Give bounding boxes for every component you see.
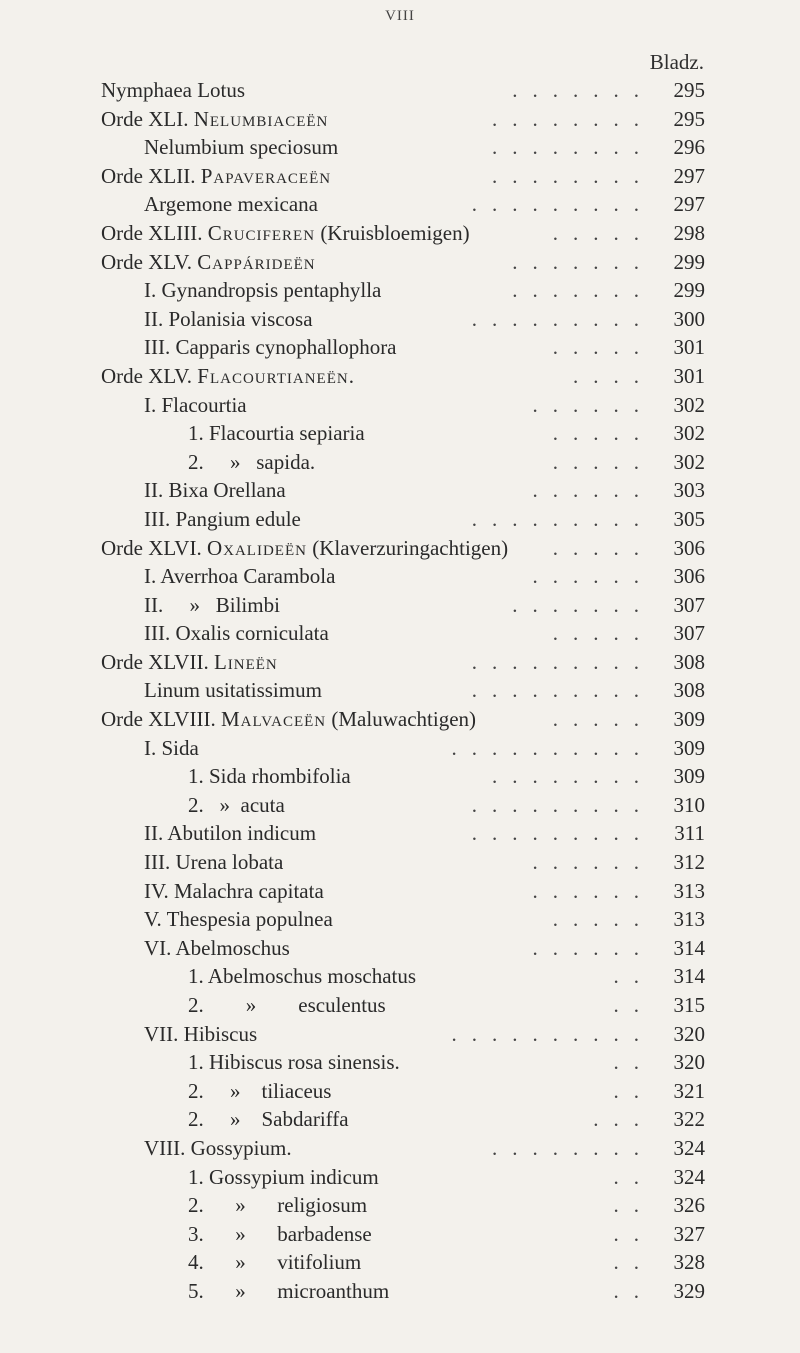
toc-entry bbox=[0, 362, 800, 391]
toc-entry bbox=[0, 962, 800, 991]
leader-dots: .. bbox=[613, 964, 654, 989]
entry-page-number: 297 bbox=[673, 192, 705, 217]
entry-label bbox=[144, 1020, 257, 1049]
entry-page-number: 328 bbox=[673, 1250, 705, 1275]
leader-dots: .. bbox=[613, 1250, 654, 1275]
leader-dots: ...... bbox=[532, 850, 654, 875]
entry-page-number: 295 bbox=[673, 106, 705, 131]
entry-page-number: 301 bbox=[673, 363, 705, 388]
entry-label bbox=[144, 133, 338, 162]
entry-page-number: 298 bbox=[673, 220, 705, 245]
entry-page-number: 295 bbox=[673, 78, 705, 102]
entry-page-number: 309 bbox=[673, 735, 705, 760]
entry-text: Orde XLI. bbox=[101, 106, 194, 131]
entry-label bbox=[188, 1163, 379, 1192]
entry-label bbox=[144, 934, 290, 963]
entry-family-name: Malvaceën bbox=[220, 707, 327, 732]
entry-text: Linum usitatissimum bbox=[144, 678, 322, 703]
toc-entry bbox=[0, 190, 800, 219]
entry-label bbox=[144, 1134, 292, 1163]
entry-label bbox=[144, 562, 335, 591]
entry-family-name: Nelumbiaceën bbox=[193, 106, 329, 131]
leader-dots: ......... bbox=[471, 306, 654, 331]
entry-label bbox=[188, 1277, 389, 1306]
leader-dots: .. bbox=[613, 1078, 654, 1103]
entry-page-number: 313 bbox=[673, 907, 705, 932]
leader-dots: ..... bbox=[552, 907, 654, 932]
entry-text: III. Urena lobata bbox=[144, 850, 284, 875]
entry-text: 2. » religiosum bbox=[188, 1193, 368, 1218]
leader-dots: .. bbox=[613, 1193, 654, 1218]
entry-note: (Kruisbloemigen) bbox=[315, 220, 470, 245]
leader-dots: ... bbox=[593, 1107, 654, 1132]
entry-page-number: 320 bbox=[673, 1021, 705, 1046]
leader-dots: ......... bbox=[471, 678, 654, 703]
entry-label bbox=[144, 591, 280, 620]
entry-label bbox=[188, 962, 416, 991]
entry-page-number: 302 bbox=[673, 449, 705, 474]
entry-text: 2. » esculentus bbox=[188, 993, 386, 1017]
leader-dots: .. bbox=[613, 1164, 654, 1189]
entry-text: Orde XLV. bbox=[101, 249, 198, 274]
entry-family-name: Cruciferen bbox=[207, 220, 316, 245]
entry-text: II. Abutilon indicum bbox=[144, 821, 317, 846]
entry-page-number: 299 bbox=[673, 249, 705, 274]
leader-dots: ......... bbox=[471, 821, 654, 846]
entry-page-number: 309 bbox=[673, 764, 705, 789]
entry-label bbox=[144, 333, 397, 362]
toc-entry bbox=[0, 1020, 800, 1049]
toc-entry bbox=[0, 819, 800, 848]
entry-label bbox=[188, 1220, 372, 1249]
toc-entry bbox=[0, 734, 800, 763]
entry-page-number: 302 bbox=[673, 421, 705, 446]
leader-dots: .. bbox=[613, 1221, 654, 1246]
toc-entry bbox=[0, 705, 800, 734]
entry-text: III. Pangium edule bbox=[144, 506, 301, 531]
entry-label bbox=[101, 248, 316, 277]
entry-label bbox=[188, 791, 285, 820]
entry-label bbox=[101, 162, 331, 191]
toc-entry bbox=[0, 991, 800, 1020]
leader-dots: ..... bbox=[552, 621, 654, 646]
entry-text: Nelumbium speciosum bbox=[144, 135, 339, 160]
leader-dots: ......... bbox=[471, 192, 654, 217]
entry-page-number: 313 bbox=[673, 878, 705, 903]
entry-page-number: 300 bbox=[673, 306, 705, 331]
entry-page-number: 314 bbox=[673, 964, 705, 989]
entry-page-number: 321 bbox=[673, 1078, 705, 1103]
entry-label bbox=[144, 505, 301, 534]
entry-text: VIII. Gossypium. bbox=[144, 1135, 292, 1160]
entry-text: 5. » microanthum bbox=[188, 1278, 390, 1303]
leader-dots: ..... bbox=[552, 220, 654, 245]
toc-entry bbox=[0, 391, 800, 420]
toc-entry bbox=[0, 791, 800, 820]
toc-entry bbox=[0, 676, 800, 705]
entry-page-number: 307 bbox=[673, 592, 705, 617]
leader-dots: ....... bbox=[512, 78, 654, 102]
toc-entry bbox=[0, 619, 800, 648]
entry-page-number: 308 bbox=[673, 649, 705, 674]
leader-dots: ..... bbox=[552, 707, 654, 732]
entry-text: I. Gynandropsis pentaphylla bbox=[144, 278, 382, 303]
toc-entry bbox=[0, 1134, 800, 1163]
entry-label bbox=[144, 734, 199, 763]
entry-label bbox=[188, 762, 351, 791]
entry-label bbox=[101, 362, 355, 391]
entry-page-number: 308 bbox=[673, 678, 705, 703]
entry-label bbox=[101, 76, 245, 105]
toc-entry bbox=[0, 1163, 800, 1192]
entry-page-number: 306 bbox=[673, 564, 705, 589]
entry-text: Orde XLV. bbox=[101, 363, 198, 388]
toc-entry bbox=[0, 934, 800, 963]
leader-dots: ........ bbox=[492, 764, 654, 789]
entry-text: 2. » sapida. bbox=[188, 449, 316, 474]
leader-dots: ....... bbox=[512, 592, 654, 617]
entry-page-number: 329 bbox=[673, 1278, 705, 1303]
leader-dots: ....... bbox=[512, 278, 654, 303]
entry-page-number: 312 bbox=[673, 850, 705, 875]
toc-entry bbox=[0, 276, 800, 305]
toc-entry bbox=[0, 1248, 800, 1277]
toc-entry bbox=[0, 448, 800, 477]
entry-page-number: 297 bbox=[673, 163, 705, 188]
entry-page-number: 302 bbox=[673, 392, 705, 417]
toc-entry bbox=[0, 562, 800, 591]
entry-label bbox=[188, 1191, 367, 1220]
leader-dots: .... bbox=[573, 363, 654, 388]
entry-label bbox=[188, 1048, 400, 1077]
toc-entry bbox=[0, 905, 800, 934]
leader-dots: .......... bbox=[451, 735, 654, 760]
entry-page-number: 324 bbox=[673, 1164, 705, 1189]
leader-dots: ........ bbox=[492, 163, 654, 188]
entry-family-name: Flacourtianeën. bbox=[197, 363, 355, 388]
entry-text: 1. Flacourtia sepiaria bbox=[188, 421, 365, 446]
leader-dots: ........ bbox=[492, 1135, 654, 1160]
column-header-row bbox=[0, 48, 800, 76]
entry-label bbox=[101, 105, 328, 134]
leader-dots: ..... bbox=[552, 421, 654, 446]
toc-entry bbox=[0, 105, 800, 134]
entry-text: Nymphaea Lotus bbox=[101, 78, 246, 102]
entry-text: I. Sida bbox=[144, 735, 199, 760]
toc-entry bbox=[0, 248, 800, 277]
toc-entry bbox=[0, 1105, 800, 1134]
leader-dots: .. bbox=[613, 1278, 654, 1303]
entry-label bbox=[101, 534, 508, 563]
leader-dots: ..... bbox=[552, 535, 654, 560]
entry-label bbox=[144, 905, 333, 934]
entry-page-number: 305 bbox=[673, 506, 705, 531]
toc-entry bbox=[0, 333, 800, 362]
entry-text: 1. Gossypium indicum bbox=[188, 1164, 379, 1189]
toc-entry bbox=[0, 219, 800, 248]
entry-text: II. Bixa Orellana bbox=[144, 478, 286, 503]
toc-entry bbox=[0, 305, 800, 334]
toc-entry bbox=[0, 762, 800, 791]
entry-text: III. Oxalis corniculata bbox=[144, 621, 329, 646]
entry-label bbox=[144, 619, 329, 648]
entry-page-number: 314 bbox=[673, 935, 705, 960]
leader-dots: ...... bbox=[532, 878, 654, 903]
entry-text: Argemone mexicana bbox=[144, 192, 318, 217]
toc-entry bbox=[0, 1220, 800, 1249]
entry-page-number: 299 bbox=[673, 278, 705, 303]
entry-family-name: Cappárideën bbox=[197, 249, 316, 274]
entry-page-number: 326 bbox=[673, 1193, 705, 1218]
entry-text: III. Capparis cynophallophora bbox=[144, 335, 397, 360]
entry-page-number: 309 bbox=[673, 707, 705, 732]
leader-dots: ........ bbox=[492, 135, 654, 160]
entry-page-number: 320 bbox=[673, 1050, 705, 1075]
toc-entry bbox=[0, 133, 800, 162]
entry-label bbox=[144, 391, 247, 420]
entry-text: Orde XLIII. bbox=[101, 220, 208, 245]
entry-text: VII. Hibiscus bbox=[144, 1021, 258, 1046]
page-number: VIII bbox=[385, 8, 415, 24]
toc-entry bbox=[0, 877, 800, 906]
entry-page-number: 327 bbox=[673, 1221, 705, 1246]
entry-text: 1. Sida rhombifolia bbox=[188, 764, 351, 789]
toc-entry bbox=[0, 534, 800, 563]
leader-dots: ...... bbox=[532, 935, 654, 960]
entry-label bbox=[144, 848, 283, 877]
entry-label bbox=[144, 305, 313, 334]
toc-entry bbox=[0, 162, 800, 191]
entry-label bbox=[101, 705, 476, 734]
entry-label bbox=[144, 276, 381, 305]
entry-page-number: 301 bbox=[673, 335, 705, 360]
entry-label bbox=[188, 991, 386, 1020]
entry-label bbox=[188, 1077, 331, 1106]
entry-text: 2. » Sabdariffa bbox=[188, 1107, 349, 1132]
toc-entry bbox=[0, 1077, 800, 1106]
entry-page-number: 324 bbox=[673, 1135, 705, 1160]
toc-entry bbox=[0, 1277, 800, 1306]
leader-dots: .......... bbox=[451, 1021, 654, 1046]
leader-dots: .. bbox=[613, 1050, 654, 1075]
entry-page-number: 311 bbox=[674, 821, 705, 846]
entry-text: VI. Abelmoschus bbox=[144, 935, 290, 960]
entry-family-name: Oxalideën bbox=[206, 535, 307, 560]
entry-page-number: 315 bbox=[673, 993, 705, 1017]
toc-entry bbox=[0, 76, 800, 105]
leader-dots: ...... bbox=[532, 392, 654, 417]
entry-text: 1. Hibiscus rosa sinensis. bbox=[188, 1050, 400, 1075]
leader-dots: ....... bbox=[512, 249, 654, 274]
entry-text: Orde XLII. bbox=[101, 163, 201, 188]
entry-page-number: 310 bbox=[673, 792, 705, 817]
entry-page-number: 307 bbox=[673, 621, 705, 646]
toc-entry bbox=[0, 591, 800, 620]
entry-page-number: 296 bbox=[673, 135, 705, 160]
entry-label bbox=[101, 219, 470, 248]
entry-text: IV. Malachra capitata bbox=[144, 878, 324, 903]
entry-text: Orde XLVIII. bbox=[101, 707, 221, 732]
leader-dots: ..... bbox=[552, 449, 654, 474]
toc-entry bbox=[0, 1191, 800, 1220]
entry-note: (Klaverzuringachtigen) bbox=[306, 535, 509, 560]
entry-label bbox=[188, 1248, 361, 1277]
entry-page-number: 322 bbox=[673, 1107, 705, 1132]
entry-text: 2. » tiliaceus bbox=[188, 1078, 332, 1103]
entry-label bbox=[144, 819, 316, 848]
entry-label bbox=[144, 190, 318, 219]
entry-label bbox=[188, 1105, 349, 1134]
entry-text: 1. Abelmoschus moschatus bbox=[188, 964, 417, 989]
table-of-contents bbox=[0, 48, 800, 1306]
entry-label bbox=[144, 877, 324, 906]
entry-label bbox=[101, 648, 278, 677]
entry-label bbox=[188, 448, 315, 477]
toc-entry bbox=[0, 505, 800, 534]
entry-text: I. Flacourtia bbox=[144, 392, 247, 417]
toc-entry bbox=[0, 476, 800, 505]
entry-text: I. Averrhoa Carambola bbox=[144, 564, 336, 589]
entry-text: Orde XLVII. bbox=[101, 649, 214, 674]
entry-text: Orde XLVI. bbox=[101, 535, 207, 560]
entry-text: 3. » barbadense bbox=[188, 1221, 372, 1246]
entry-page-number: 306 bbox=[673, 535, 705, 560]
entry-text: 4. » vitifolium bbox=[188, 1250, 362, 1275]
leader-dots: ...... bbox=[532, 478, 654, 503]
leader-dots: ......... bbox=[471, 792, 654, 817]
leader-dots: .. bbox=[613, 993, 654, 1017]
leader-dots: ........ bbox=[492, 106, 654, 131]
toc-entry bbox=[0, 848, 800, 877]
column-header: Bladz. bbox=[649, 50, 704, 74]
leader-dots: ...... bbox=[532, 564, 654, 589]
toc-entry bbox=[0, 1048, 800, 1077]
toc-entry bbox=[0, 419, 800, 448]
leader-dots: ......... bbox=[471, 649, 654, 674]
entry-text: II. Polanisia viscosa bbox=[144, 306, 313, 331]
entry-text: 2. » acuta bbox=[188, 792, 285, 817]
entry-family-name: Lineën bbox=[213, 649, 278, 674]
entry-label bbox=[144, 676, 322, 705]
entry-text: II. » Bilimbi bbox=[144, 592, 280, 617]
entry-family-name: Papaveraceën bbox=[200, 163, 332, 188]
entry-page-number: 303 bbox=[673, 478, 705, 503]
entry-text: V. Thespesia populnea bbox=[144, 907, 333, 932]
toc-entry bbox=[0, 648, 800, 677]
leader-dots: ..... bbox=[552, 335, 654, 360]
leader-dots: ......... bbox=[471, 506, 654, 531]
entry-label bbox=[144, 476, 286, 505]
toc-entries bbox=[0, 76, 800, 1306]
entry-label bbox=[188, 419, 365, 448]
entry-note: (Maluwachtigen) bbox=[326, 707, 477, 732]
